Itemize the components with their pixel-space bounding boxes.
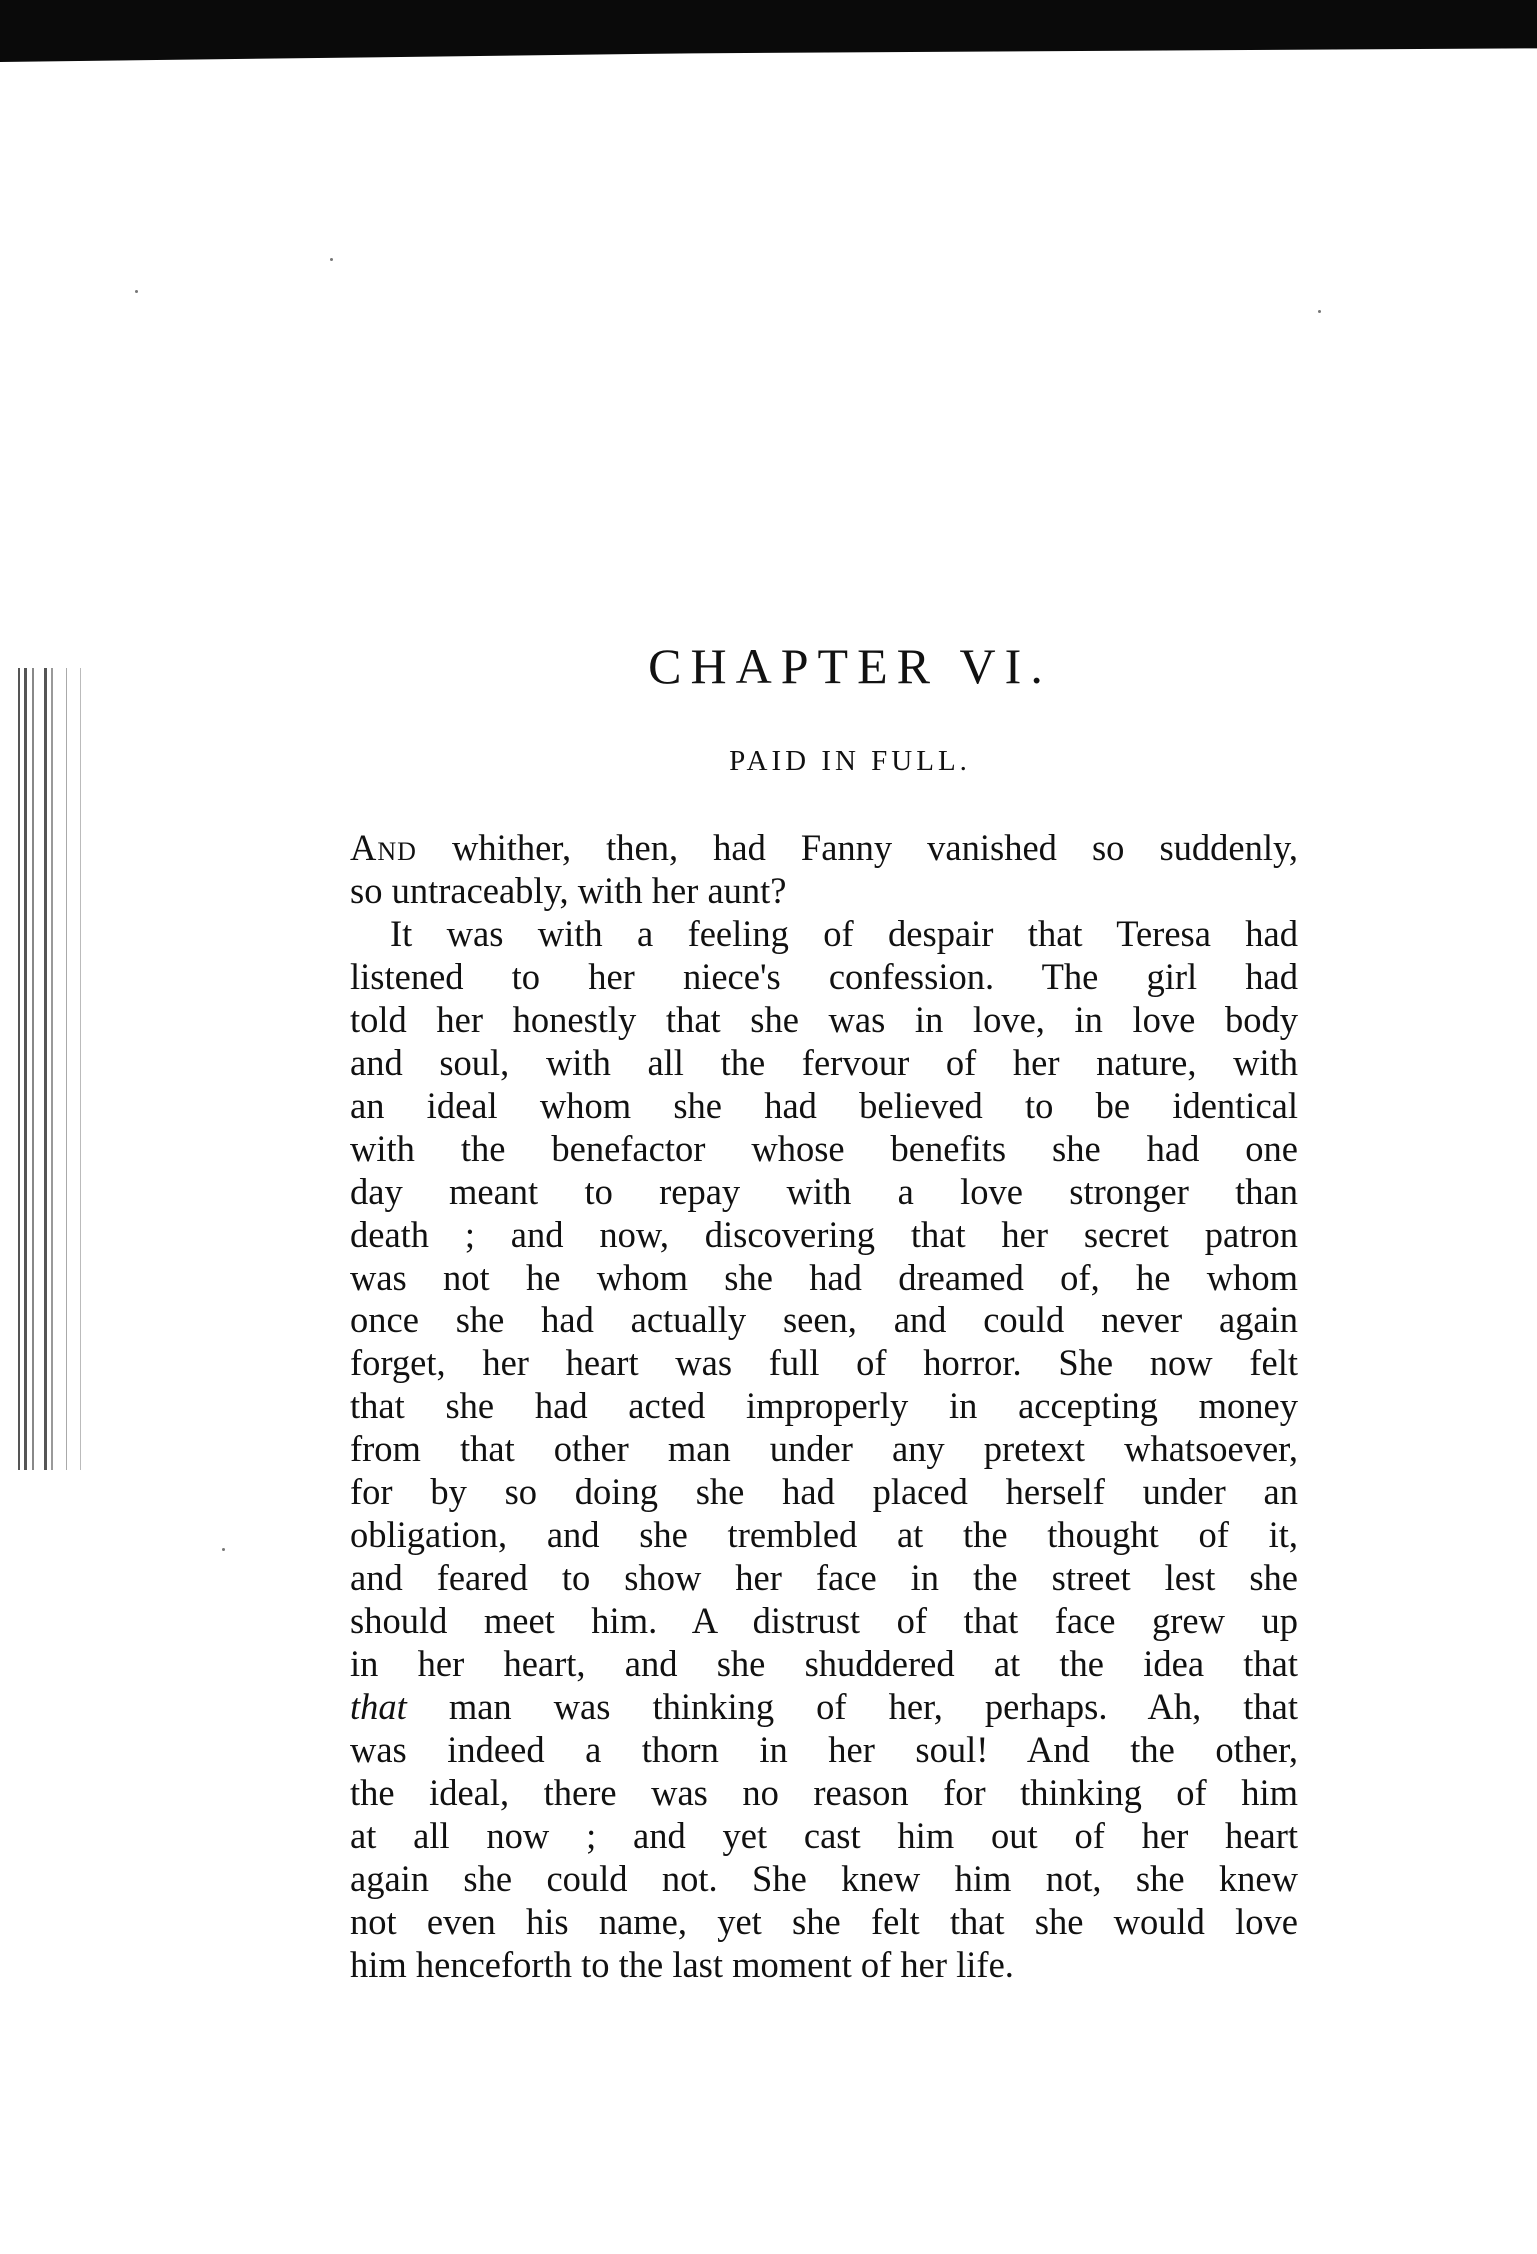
text-line: again she could not. She knew him not, she knew [350,1857,1298,1899]
opening-small-caps: And [350,827,417,868]
text-line: with the benefactor whose benefits she had one [350,1127,1298,1169]
text-line [350,827,1298,870]
scan-edge-bar [0,0,1537,62]
text-fragment: man was thinking of her, perhaps. Ah, that [406,1686,1298,1728]
text-line: day meant to repay with a love stronger than [350,1170,1298,1212]
text-line: listened to her niece's confession. The girl had [350,955,1298,997]
text-line: not even his name, yet she felt that she would love [350,1900,1298,1942]
text-line: death ; and now, discovering that her secret patron [350,1213,1298,1255]
text-line: for by so doing she had placed herself under an [350,1471,1298,1513]
text-line: once she had actually seen, and could never again [350,1299,1298,1341]
scan-speck [222,1548,225,1551]
binding-gutter-lines [18,668,88,1470]
text-line [350,1686,1298,1729]
scan-speck [330,258,333,261]
text-line: in her heart, and she shuddered at the idea that [350,1643,1298,1685]
text-line: and soul, with all the fervour of her nature, with [350,1041,1298,1083]
text-line: an ideal whom she had believed to be identical [350,1084,1298,1126]
chapter-subtitle: PAID IN FULL. [729,745,971,777]
scan-speck [1318,310,1321,313]
text-line: him henceforth to the last moment of her life. [350,1943,1014,1985]
text-line: was not he whom she had dreamed of, he whom [350,1256,1298,1298]
text-line: the ideal, there was no reason for thinking of him [350,1771,1298,1813]
italic-emphasis: that [350,1686,407,1728]
text-fragment: whither, then, had Fanny vanished so suddenly, [416,827,1298,868]
text-line: It was with a feeling of despair that Teresa had [390,912,1298,954]
text-line: at all now ; and yet cast him out of her heart [350,1814,1298,1856]
chapter-heading: CHAPTER VI. [648,638,1052,694]
text-line: so untraceably, with her aunt? [350,869,787,911]
text-line: that she had acted improperly in accepting money [350,1385,1298,1427]
text-line: forget, her heart was full of horror. She now felt [350,1342,1298,1384]
text-line: told her honestly that she was in love, in love body [350,998,1298,1040]
text-line: was indeed a thorn in her soul! And the other, [350,1729,1298,1771]
text-line: should meet him. A distrust of that face grew up [350,1600,1298,1642]
text-line: and feared to show her face in the street lest she [350,1557,1298,1599]
chapter-body [350,827,1298,1987]
text-line: from that other man under any pretext whatsoever, [350,1428,1298,1470]
text-line: obligation, and she trembled at the thought of it, [350,1514,1298,1556]
scan-speck [135,290,138,293]
